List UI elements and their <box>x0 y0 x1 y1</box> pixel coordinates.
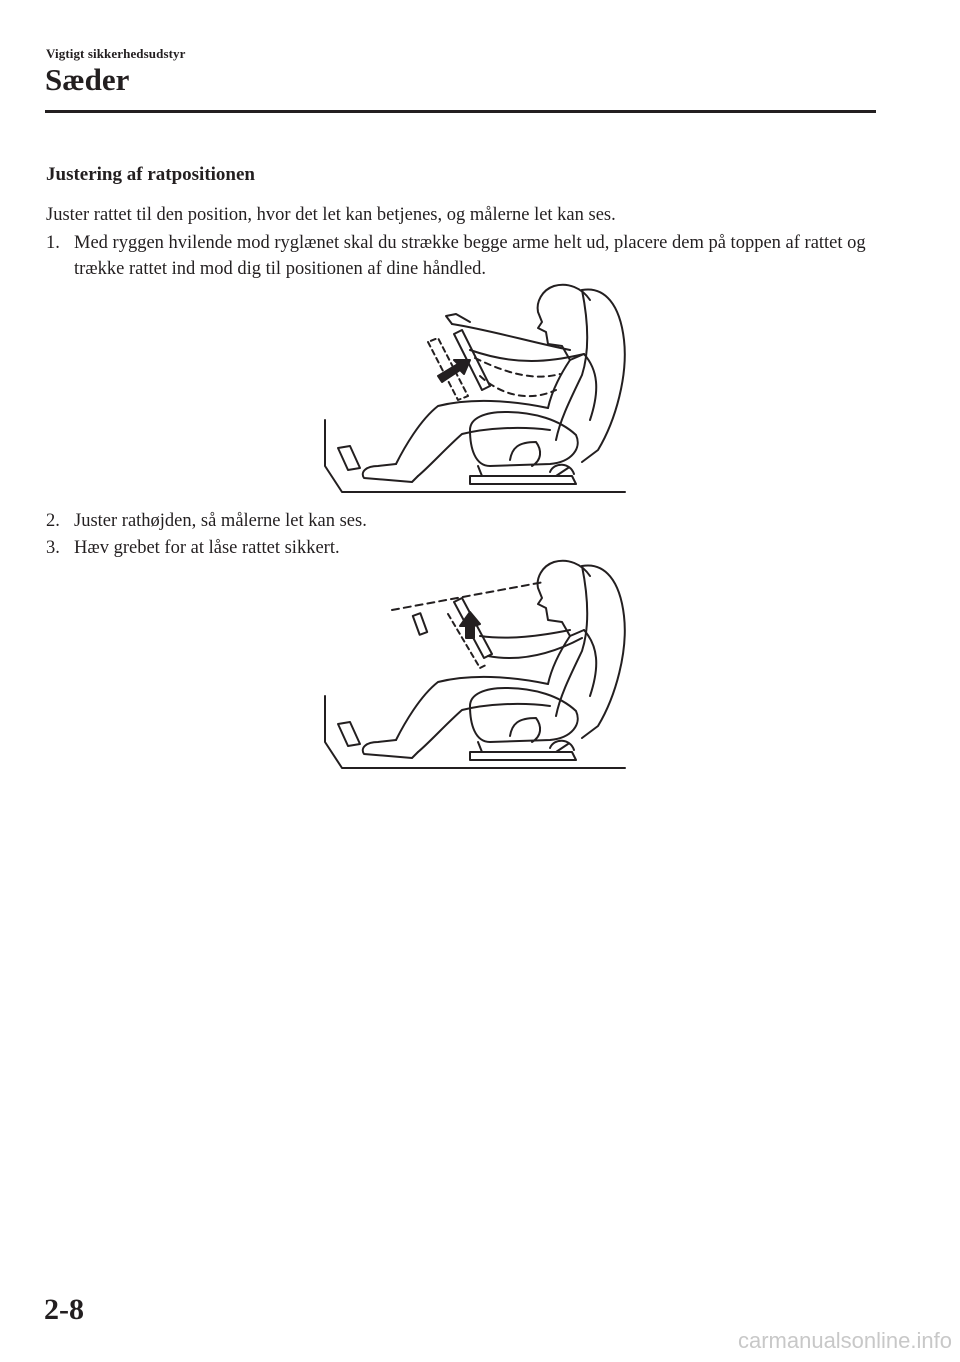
step-text: Hæv grebet for at låse rattet sikkert. <box>74 538 340 558</box>
breadcrumb: Vigtigt sikkerhedsudstyr <box>46 46 186 61</box>
title-rule <box>45 110 876 113</box>
steering-height-illustration <box>320 556 630 776</box>
page-number: 2-8 <box>44 1293 84 1326</box>
page-title: Sæder <box>45 62 130 97</box>
step-text: Med ryggen hvilende mod ryglænet skal du strække begge arme helt ud, placere dem på toppen af rattet og trække rattet ind mod dig til positionen af dine håndled. <box>74 233 866 279</box>
watermark: carmanualsonline.info <box>737 1328 952 1353</box>
intro-paragraph: Juster rattet til den position, hvor det let kan betjenes, og målerne let kan ses. <box>46 205 616 225</box>
step-2 <box>46 508 886 534</box>
step-text: Juster rathøjden, så målerne let kan ses. <box>74 511 367 531</box>
step-number: 2. <box>46 511 60 531</box>
step-1 <box>46 230 886 282</box>
section-heading: Justering af ratpositionen <box>46 164 255 185</box>
step-number: 3. <box>46 538 60 558</box>
steering-reach-illustration <box>320 280 630 500</box>
step-number: 1. <box>46 233 60 253</box>
